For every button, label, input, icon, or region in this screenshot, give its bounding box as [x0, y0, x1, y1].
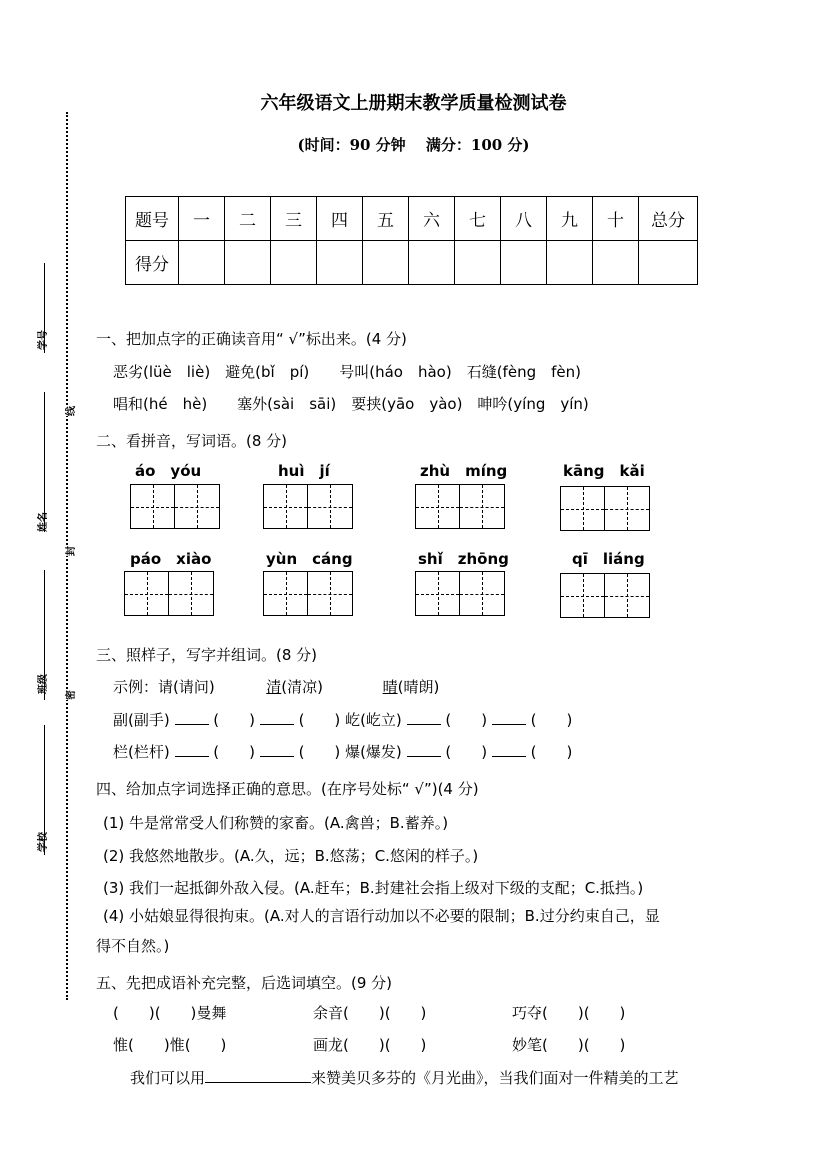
score-header-cell: 九 — [547, 197, 593, 241]
answer-blank[interactable] — [260, 724, 294, 725]
writing-grid[interactable] — [263, 571, 353, 616]
score-header-cell: 八 — [501, 197, 547, 241]
score-input-cell[interactable] — [455, 241, 501, 285]
grid-cell[interactable] — [460, 484, 505, 529]
score-row-label: 得分 — [126, 241, 179, 285]
writing-grid[interactable] — [263, 484, 353, 529]
grid-cell[interactable] — [415, 484, 460, 529]
section-4-question-4-cont: 得不自然。) — [96, 937, 170, 955]
grid-cell[interactable] — [560, 486, 605, 531]
pinyin-label: yùn cáng — [266, 550, 353, 568]
writing-grid[interactable] — [415, 484, 505, 529]
paren-blank[interactable]: ( ) — [445, 743, 488, 761]
grid-cell[interactable] — [605, 573, 650, 618]
grid-cell[interactable] — [263, 571, 308, 616]
pinyin-label: kāng kǎi — [563, 462, 645, 480]
row-1-stem-a: 副(副手) — [113, 711, 170, 729]
score-table — [125, 196, 698, 285]
grid-cell[interactable] — [460, 571, 505, 616]
sentence-part-b: 来赞美贝多芬的《月光曲》，当我们面对一件精美的工艺 — [311, 1069, 679, 1087]
section-5-sentence — [130, 1067, 679, 1088]
score-input-cell[interactable] — [179, 241, 225, 285]
answer-blank[interactable] — [492, 724, 526, 725]
writing-grid[interactable] — [124, 571, 214, 616]
score-input-cell[interactable] — [547, 241, 593, 285]
score-input-cell[interactable] — [271, 241, 317, 285]
pinyin-label: páo xiào — [130, 550, 212, 568]
idiom-1[interactable]: ( )( )曼舞 — [113, 1004, 227, 1022]
score-input-cell[interactable] — [409, 241, 455, 285]
writing-grid[interactable] — [415, 571, 505, 616]
grid-cell[interactable] — [169, 571, 214, 616]
grid-cell[interactable] — [175, 484, 220, 529]
section-4-question-2: (2) 我悠然地散步。(A.久，远；B.悠荡；C.悠闲的样子。) — [103, 847, 479, 865]
seal-marker-line: 线 — [62, 406, 77, 416]
score-input-cell[interactable] — [317, 241, 363, 285]
idiom-6[interactable]: 妙笔( )( ) — [512, 1036, 626, 1054]
grid-cell[interactable] — [130, 484, 175, 529]
section-4-question-3: (3) 我们一起抵御外敌入侵。(A.赶车；B.封建社会指上级对下级的支配；C.抵挡。) — [103, 879, 644, 897]
pinyin-label: áo yóu — [135, 462, 202, 480]
score-header-cell: 四 — [317, 197, 363, 241]
section-3-heading: 三、照样子，写字并组词。(8 分) — [96, 646, 318, 664]
grid-cell[interactable] — [124, 571, 169, 616]
grid-cell[interactable] — [308, 484, 353, 529]
fill-blank[interactable] — [205, 1082, 311, 1083]
student-id-label: 学号 — [38, 330, 49, 350]
section-1-line-1: 恶劣(lüè liè) 避免(bǐ pí) 号叫(háo hào) 石缝(fèng fèn) — [113, 363, 581, 381]
pinyin-label: zhù míng — [420, 462, 508, 480]
idiom-3[interactable]: 巧夺( )( ) — [512, 1004, 626, 1022]
section-4-heading: 四、给加点字词选择正确的意思。(在序号处标“ √”)(4 分) — [96, 780, 479, 798]
idiom-5[interactable]: 画龙( )( ) — [313, 1036, 427, 1054]
writing-grid[interactable] — [130, 484, 220, 529]
answer-blank[interactable] — [175, 756, 209, 757]
grid-cell[interactable] — [560, 573, 605, 618]
section-1-heading: 一、把加点字的正确读音用“ √”标出来。(4 分) — [96, 330, 407, 348]
grid-cell[interactable] — [415, 571, 460, 616]
example-word-2: (晴朗) — [397, 678, 440, 696]
answer-blank[interactable] — [260, 756, 294, 757]
class-label: 班级 — [38, 674, 49, 694]
paren-blank[interactable]: ( ) — [298, 711, 341, 729]
example-prefix: 示例：请(请问) — [113, 678, 215, 696]
score-header-cell: 题号 — [126, 197, 179, 241]
page-title: 六年级语文上册期末教学质量检测试卷 — [260, 93, 567, 114]
score-table-header-row — [126, 197, 698, 241]
paren-blank[interactable]: ( ) — [213, 711, 255, 729]
score-input-cell[interactable] — [225, 241, 271, 285]
score-input-cell[interactable] — [501, 241, 547, 285]
score-header-cell: 三 — [271, 197, 317, 241]
grid-cell[interactable] — [263, 484, 308, 529]
score-input-cell[interactable] — [363, 241, 409, 285]
answer-blank[interactable] — [492, 756, 526, 757]
section-3-row-1 — [113, 709, 572, 730]
paren-blank[interactable]: ( ) — [213, 743, 255, 761]
section-4-question-1: (1) 牛是常常受人们称赞的家畜。(A.禽兽；B.蓄养。) — [103, 814, 449, 832]
score-input-cell[interactable] — [639, 241, 698, 285]
answer-blank[interactable] — [407, 724, 441, 725]
section-3-example — [113, 676, 439, 697]
section-2-heading: 二、看拼音，写词语。(8 分) — [96, 432, 288, 450]
seal-marker-secret: 密 — [62, 690, 77, 700]
score-header-cell: 六 — [409, 197, 455, 241]
pinyin-label: qī liáng — [572, 550, 645, 568]
pinyin-label: shǐ zhōng — [418, 550, 509, 568]
grid-cell[interactable] — [605, 486, 650, 531]
example-word-1: (清凉) — [281, 678, 324, 696]
section-4-question-4: (4) 小姑娘显得很拘束。(A.对人的言语行动加以不必要的限制；B.过分约束自己，显 — [103, 907, 660, 925]
score-header-cell: 十 — [593, 197, 639, 241]
row-1-stem-b: 屹(屹立) — [345, 711, 402, 729]
page-subtitle: (时间：90 分钟 满分：100 分) — [297, 136, 530, 154]
answer-blank[interactable] — [175, 724, 209, 725]
score-table-score-row — [126, 241, 698, 285]
idiom-4[interactable]: 惟( )惟( ) — [113, 1036, 227, 1054]
score-header-cell: 五 — [363, 197, 409, 241]
paren-blank[interactable]: ( ) — [445, 711, 488, 729]
score-header-cell: 二 — [225, 197, 271, 241]
section-3-row-2 — [113, 741, 572, 762]
grid-cell[interactable] — [308, 571, 353, 616]
example-char-1: 清 — [266, 678, 282, 696]
score-header-cell: 七 — [455, 197, 501, 241]
pinyin-label: huì jí — [278, 462, 330, 480]
score-input-cell[interactable] — [593, 241, 639, 285]
writing-grid[interactable] — [560, 486, 650, 531]
idiom-2[interactable]: 余音( )( ) — [313, 1004, 427, 1022]
name-label: 姓名 — [38, 512, 49, 532]
writing-grid[interactable] — [560, 573, 650, 618]
seal-marker-seal: 封 — [62, 546, 77, 556]
binding-dotted-line — [66, 112, 68, 1000]
paren-blank[interactable]: ( ) — [530, 711, 573, 729]
score-header-cell: 总分 — [639, 197, 698, 241]
sentence-part-a: 我们可以用 — [130, 1069, 206, 1087]
name-line[interactable] — [44, 392, 45, 532]
example-char-2: 晴 — [382, 678, 398, 696]
section-1-line-2: 唱和(hé hè) 塞外(sài sāi) 要挟(yāo yào) 呻吟(yíng yín) — [113, 395, 589, 413]
score-header-cell: 一 — [179, 197, 225, 241]
paren-blank[interactable]: ( ) — [298, 743, 341, 761]
section-5-heading: 五、先把成语补充完整，后选词填空。(9 分) — [96, 974, 393, 992]
row-2-stem-a: 栏(栏杆) — [113, 743, 170, 761]
row-2-stem-b: 爆(爆发) — [345, 743, 402, 761]
paren-blank[interactable]: ( ) — [530, 743, 573, 761]
answer-blank[interactable] — [407, 756, 441, 757]
school-label: 学校 — [38, 832, 49, 852]
